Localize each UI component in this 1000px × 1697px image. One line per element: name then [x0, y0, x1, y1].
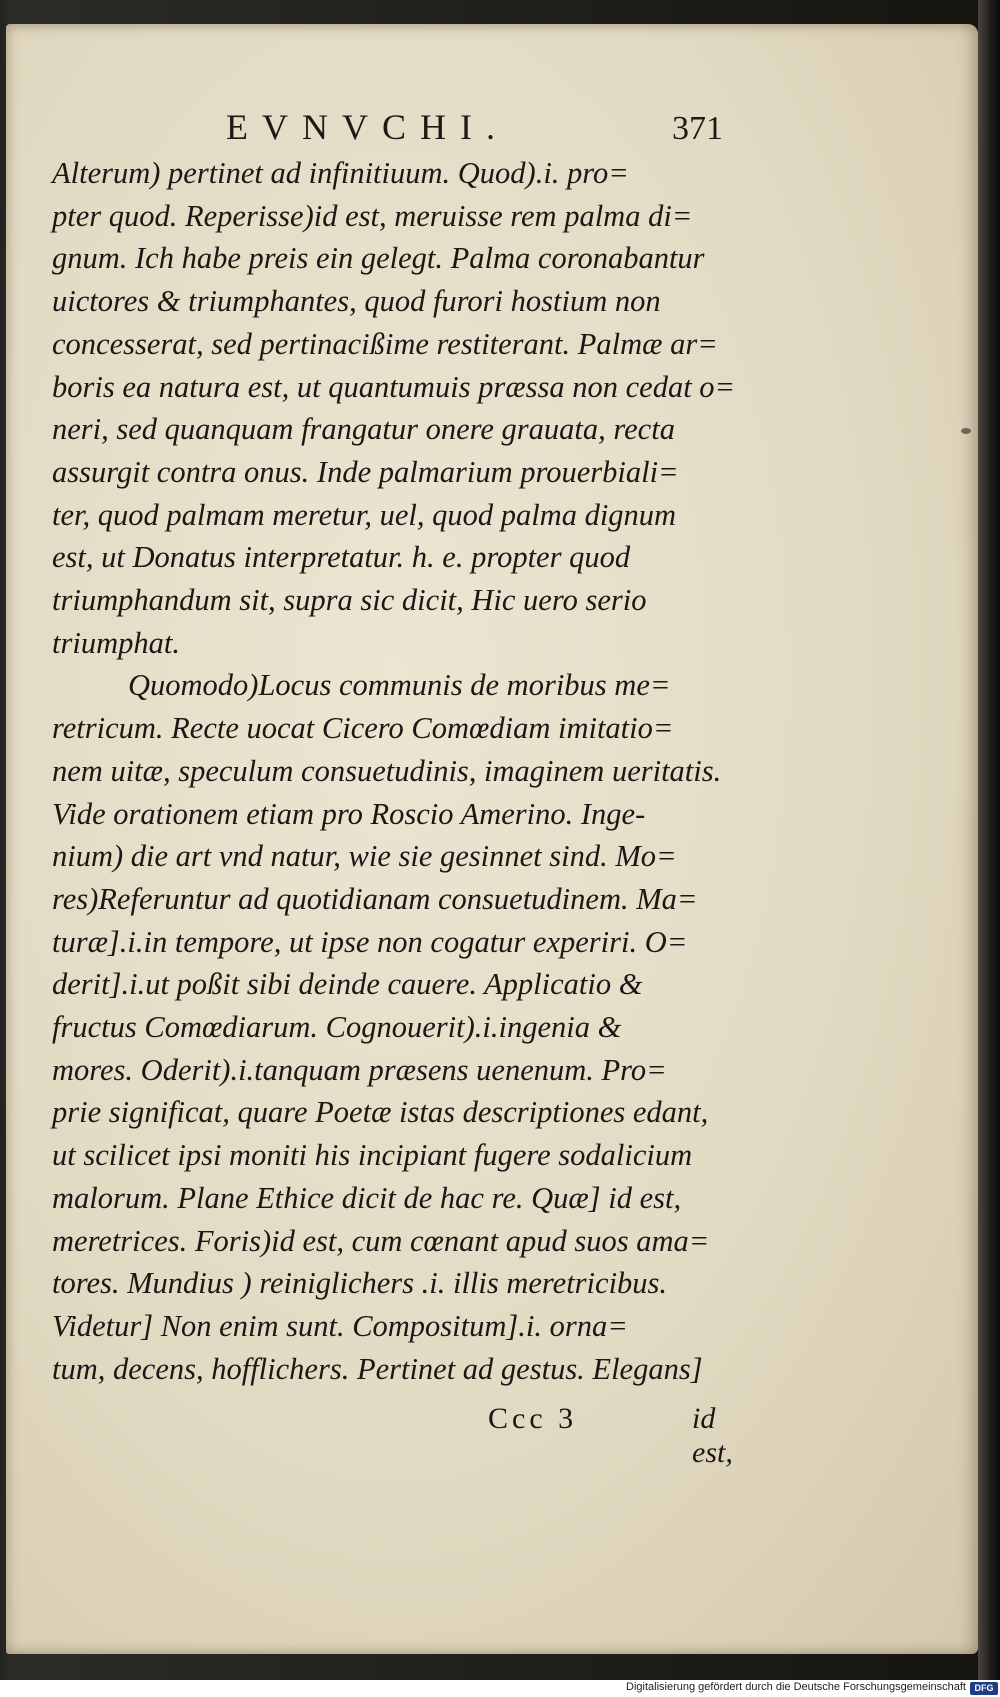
signature-line: [52, 1402, 752, 1469]
dfg-logo: DFG: [970, 1682, 998, 1695]
text-line: neri, sed quanquam frangatur onere grauata, recta: [52, 412, 675, 447]
text-line: mores. Oderit).i.tanquam præsens uenenum. Pro=: [52, 1052, 667, 1087]
text-line: tores. Mundius ) reiniglichers .i. illis meretricibus.: [52, 1266, 668, 1301]
page-number: 371: [672, 110, 723, 147]
text-line: prie significat, quare Poetæ istas descriptiones edant,: [52, 1095, 709, 1130]
paragraph-start-line: Quomodo)Locus communis de moribus me=: [128, 668, 671, 703]
text-line: uictores & triumphantes, quod furori hostium non: [52, 284, 661, 319]
text-line: Alterum) pertinet ad infinitiuum. Quod).i. pro=: [52, 156, 629, 190]
text-line: res)Referuntur ad quotidianam consuetudinem. Ma=: [52, 881, 698, 916]
text-line: ter, quod palmam meretur, uel, quod palma dignum: [52, 497, 677, 532]
text-line: gnum. Ich habe preis ein gelegt. Palma coronabantur: [52, 241, 705, 276]
margin-speck: [961, 428, 971, 434]
text-line: Videtur] Non enim sunt. Compositum].i. orna=: [52, 1308, 628, 1343]
text-line: concesserat, sed pertinacißime restiterant. Palmæ ar=: [52, 326, 718, 361]
text-line: boris ea natura est, ut quantumuis præssa non cedat o=: [52, 369, 736, 404]
text-line: ut scilicet ipsi moniti his incipiant fugere sodalicium: [52, 1138, 693, 1173]
text-line: turæ].i.in tempore, ut ipse non cogatur experiri. O=: [52, 924, 688, 959]
text-line: nem uitæ, speculum consuetudinis, imaginem ueritatis.: [52, 753, 722, 788]
text-line: nium) die art vnd natur, wie sie gesinnet sind. Mo=: [52, 839, 677, 874]
scan-edge: [978, 0, 1000, 1680]
page-header: [6, 96, 978, 156]
text-line: triumphat.: [52, 625, 180, 660]
running-head: EVNVCHI.: [226, 107, 509, 147]
text-line: meretrices. Foris)id est, cum cœnant apud suos ama=: [52, 1223, 710, 1258]
text-line: derit].i.ut poßit sibi deinde cauere. Applicatio &: [52, 967, 643, 1002]
catchword: id est,: [692, 1402, 733, 1469]
text-line: malorum. Plane Ethice dicit de hac re. Quæ] id est,: [52, 1180, 682, 1215]
text-line: Vide orationem etiam pro Roscio Amerino. Inge-: [52, 796, 646, 831]
body-text: [52, 152, 752, 1390]
text-line: retricum. Recte uocat Cicero Comœdiam imitatio=: [52, 711, 674, 746]
text-line: pter quod. Reperisse)id est, meruisse rem palma di=: [52, 198, 693, 233]
text-line: fructus Comœdiarum. Cognouerit).i.ingenia &: [52, 1010, 622, 1045]
digitization-footer: [0, 1680, 1000, 1697]
text-line: tum, decens, hofflichers. Pertinet ad gestus. Elegans]: [52, 1351, 703, 1386]
signature-mark: Ccc 3: [488, 1402, 578, 1435]
text-line: assurgit contra onus. Inde palmarium prouerbiali=: [52, 454, 679, 489]
text-line: est, ut Donatus interpretatur. h. e. propter quod: [52, 540, 631, 575]
footer-credit: Digitalisierung gefördert durch die Deutsche Forschungsgemeinschaft: [626, 1681, 966, 1693]
book-page: [6, 24, 978, 1654]
text-line: triumphandum sit, supra sic dicit, Hic uero serio: [52, 583, 647, 618]
